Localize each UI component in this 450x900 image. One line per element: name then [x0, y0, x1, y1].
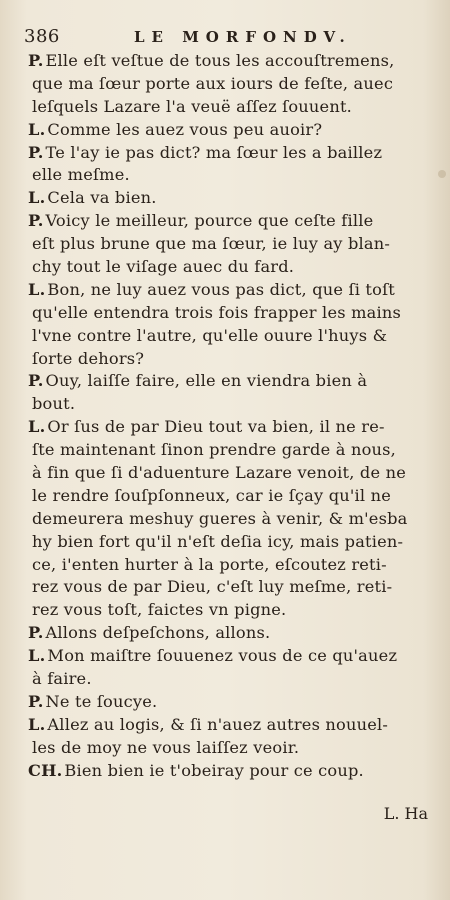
line-text: Bien bien ie t'obeiray pour ce coup.: [64, 760, 364, 780]
text-line: [28, 370, 430, 393]
line-text: qu'elle entendra trois fois frapper les mains: [32, 302, 401, 322]
speaker-label: P.: [28, 691, 44, 711]
catchword: L. Ha: [383, 804, 428, 823]
line-text: Cela va bien.: [47, 188, 157, 208]
text-line: [28, 256, 430, 279]
line-text: Elle eſt veſtue de tous les accouſtremens,: [45, 51, 395, 70]
text-line: [28, 737, 430, 760]
speaker-label: P.: [28, 142, 44, 162]
text-line: [28, 142, 430, 165]
text-line: [28, 760, 430, 783]
line-text: rez vous de par Dieu, c'eſt luy meſme, reti-: [32, 577, 393, 597]
text-line: [28, 210, 430, 233]
text-line: [28, 668, 430, 691]
line-text: ce, i'enten hurter à la porte, eſcoutez reti-: [32, 554, 387, 574]
speaker-label: L.: [28, 279, 46, 299]
speaker-label: L.: [28, 646, 46, 666]
line-text: Te l'ay ie pas dict? ma ſœur les a baillez: [45, 142, 383, 162]
line-text: Mon maiſtre ſouuenez vous de ce qu'auez: [47, 646, 398, 666]
text-line: [28, 691, 430, 714]
line-text: à fin que ſi d'aduenture Lazare venoit, de ne: [32, 463, 407, 483]
text-line: [28, 576, 430, 599]
line-text: le rendre ſouſpſonneux, car ie ſçay qu'il ne: [32, 485, 392, 505]
line-text: ſorte dehors?: [32, 348, 145, 368]
text-line: [28, 554, 430, 577]
text-line: [28, 416, 430, 439]
text-line: [28, 96, 430, 119]
text-line: [28, 73, 430, 96]
line-text: Allons deſpeſchons, allons.: [45, 623, 271, 643]
speaker-label: CH.: [28, 760, 63, 780]
text-line: [28, 50, 430, 73]
text-line: [28, 119, 430, 142]
speaker-label: P.: [28, 211, 44, 231]
line-text: demeurera meshuy gueres à venir, & m'esba: [32, 508, 408, 528]
line-text: à faire.: [32, 669, 92, 689]
text-line: [28, 622, 430, 645]
text-line: [28, 508, 430, 531]
line-text: Voicy le meilleur, pource que ceſte fille: [45, 211, 374, 231]
text-line: [28, 325, 430, 348]
line-text: Ne te ſoucye.: [45, 691, 158, 711]
line-text: leſquels Lazare l'a veuë aſſez ſouuent.: [32, 96, 353, 116]
text-line: [28, 714, 430, 737]
text-line: [28, 439, 430, 462]
line-text: chy tout le viſage auec du fard.: [32, 257, 295, 277]
line-text: hy bien fort qu'il n'eſt deſia icy, mais patien-: [32, 531, 404, 551]
text-line: [28, 645, 430, 668]
text-line: [28, 187, 430, 210]
line-text: Comme les auez vous peu auoir?: [47, 119, 323, 139]
line-text: ſte maintenant ſinon prendre garde à nous,: [32, 440, 396, 460]
line-text: eſt plus brune que ma ſœur, ie luy ay blan-: [32, 234, 391, 254]
speaker-label: P.: [28, 371, 44, 391]
text-line: [28, 599, 430, 622]
line-text: les de moy ne vous laiſſez veoir.: [32, 737, 300, 757]
running-title: LE MORFONDV.: [134, 28, 352, 46]
line-text: rez vous toſt, faictes vn pigne.: [32, 600, 287, 620]
text-line: [28, 393, 430, 416]
paper-stain: [438, 170, 446, 178]
speaker-label: L.: [28, 417, 46, 437]
text-block: [28, 50, 430, 783]
speaker-label: P.: [28, 51, 44, 70]
line-text: Allez au logis, & ſi n'auez autres nouuel-: [47, 714, 389, 734]
text-line: [28, 485, 430, 508]
text-line: [28, 164, 430, 187]
text-line: [28, 233, 430, 256]
speaker-label: L.: [28, 119, 46, 139]
line-text: Ouy, laiſſe faire, elle en viendra bien à: [45, 371, 368, 391]
line-text: Bon, ne luy auez vous pas dict, que ſi toſt: [47, 279, 395, 299]
line-text: Or ſus de par Dieu tout va bien, il ne re-: [47, 417, 385, 437]
line-text: l'vne contre l'autre, qu'elle ouure l'huys &: [32, 325, 388, 345]
speaker-label: P.: [28, 623, 44, 643]
text-line: [28, 462, 430, 485]
text-line: [28, 279, 430, 302]
line-text: elle meſme.: [32, 165, 130, 185]
line-text: que ma ſœur porte aux iours de feſte, auec: [32, 73, 394, 93]
text-line: [28, 348, 430, 371]
speaker-label: L.: [28, 714, 46, 734]
line-text: bout.: [32, 394, 76, 414]
page-number: 386: [24, 26, 60, 47]
page-header: [24, 26, 428, 50]
speaker-label: L.: [28, 188, 46, 208]
text-line: [28, 531, 430, 554]
text-line: [28, 302, 430, 325]
